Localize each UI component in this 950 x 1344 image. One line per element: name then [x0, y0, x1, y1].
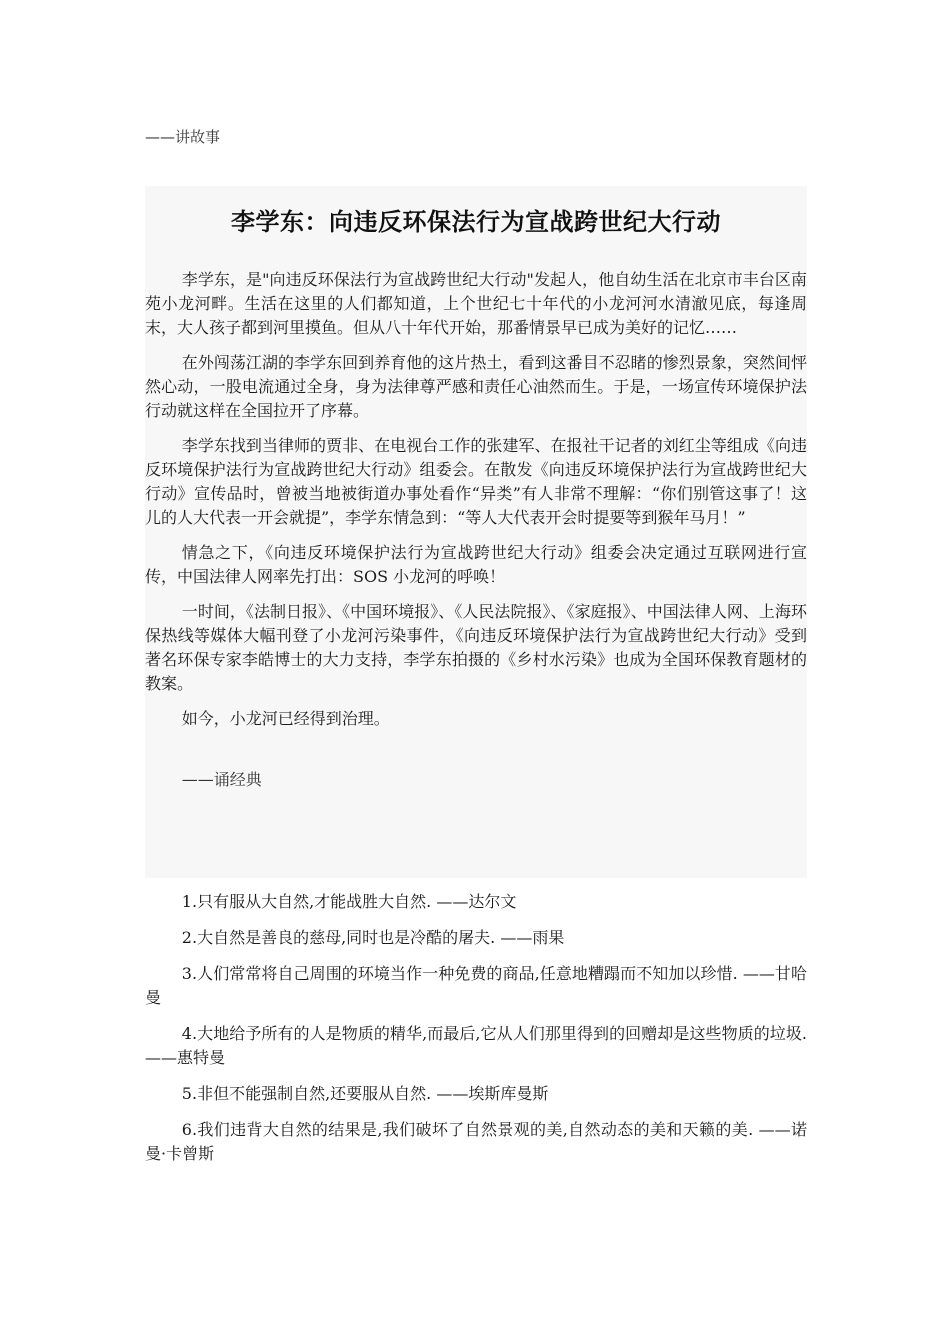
article-paragraph: 如今，小龙河已经得到治理。	[181, 709, 390, 728]
quote-item: 3.人们常常将自己周围的环境当作一种免费的商品,任意地糟蹋而不知加以珍惜. ——甘哈曼	[145, 964, 807, 1007]
article-body	[145, 268, 807, 790]
quote-item: 5.非但不能强制自然,还要服从自然. ——埃斯库曼斯	[181, 1084, 549, 1103]
quote-list	[145, 890, 807, 1178]
article-paragraph: 李学东找到当律师的贾非、在电视台工作的张建军、在报社干记者的刘红尘等组成《向违反环境保护法行为宣战跨世纪大行动》组委会。在散发《向违反环境保护法行为宣战跨世纪大行动》宣传品时，曾被当地被街道办事处看作“异类”有人非常不理解：“你们别管这事了！这儿的人大代表一开会就提”，李学东情急到：“等人大代表开会时提要等到猴年马月！”	[145, 436, 807, 527]
article-paragraph: 情急之下，《向违反环境保护法行为宣战跨世纪大行动》组委会决定通过互联网进行宣传，中国法律人网率先打出：SOS 小龙河的呼唤！	[145, 543, 807, 586]
article-title: 李学东：向违反环保法行为宣战跨世纪大行动	[231, 208, 721, 236]
article-paragraph: 在外闯荡江湖的李学东回到养育他的这片热土，看到这番目不忍睹的惨烈景象，突然间怦然心动，一股电流通过全身，身为法律尊严感和责任心油然而生。于是，一场宣传环境保护法行动就这样在全国拉开了序幕。	[145, 353, 807, 420]
section-label-story: ——讲故事	[145, 128, 221, 146]
article-paragraph: 李学东，是"向违反环保法行为宣战跨世纪大行动"发起人，他自幼生活在北京市丰台区南苑小龙河畔。生活在这里的人们都知道，上个世纪七十年代的小龙河河水清澈见底，每逢周末，大人孩子都到河里摸鱼。但从八十年代开始，那番情景早已成为美好的记忆……	[145, 270, 807, 337]
quote-item: 4.大地给予所有的人是物质的精华,而最后,它从人们那里得到的回赠却是这些物质的垃圾. ——惠特曼	[145, 1024, 807, 1067]
quote-item: 1.只有服从大自然,才能战胜大自然. ——达尔文	[181, 892, 517, 911]
article-block	[145, 186, 807, 878]
quote-item: 2.大自然是善良的慈母,同时也是冷酷的屠夫. ——雨果	[181, 928, 565, 947]
section-label-classic: ——诵经典	[181, 770, 262, 789]
article-paragraph: 一时间，《法制日报》、《中国环境报》、《人民法院报》、《家庭报》、中国法律人网、上海环保热线等媒体大幅刊登了小龙河污染事件，《向违反环境保护法行为宣战跨世纪大行动》受到著名环保专家李皓博士的大力支持，李学东拍摄的《乡村水污染》也成为全国环保教育题材的教案。	[145, 602, 807, 693]
quote-item: 6.我们违背大自然的结果是,我们破坏了自然景观的美,自然动态的美和天籁的美. ——诺曼·卡曾斯	[145, 1120, 807, 1163]
